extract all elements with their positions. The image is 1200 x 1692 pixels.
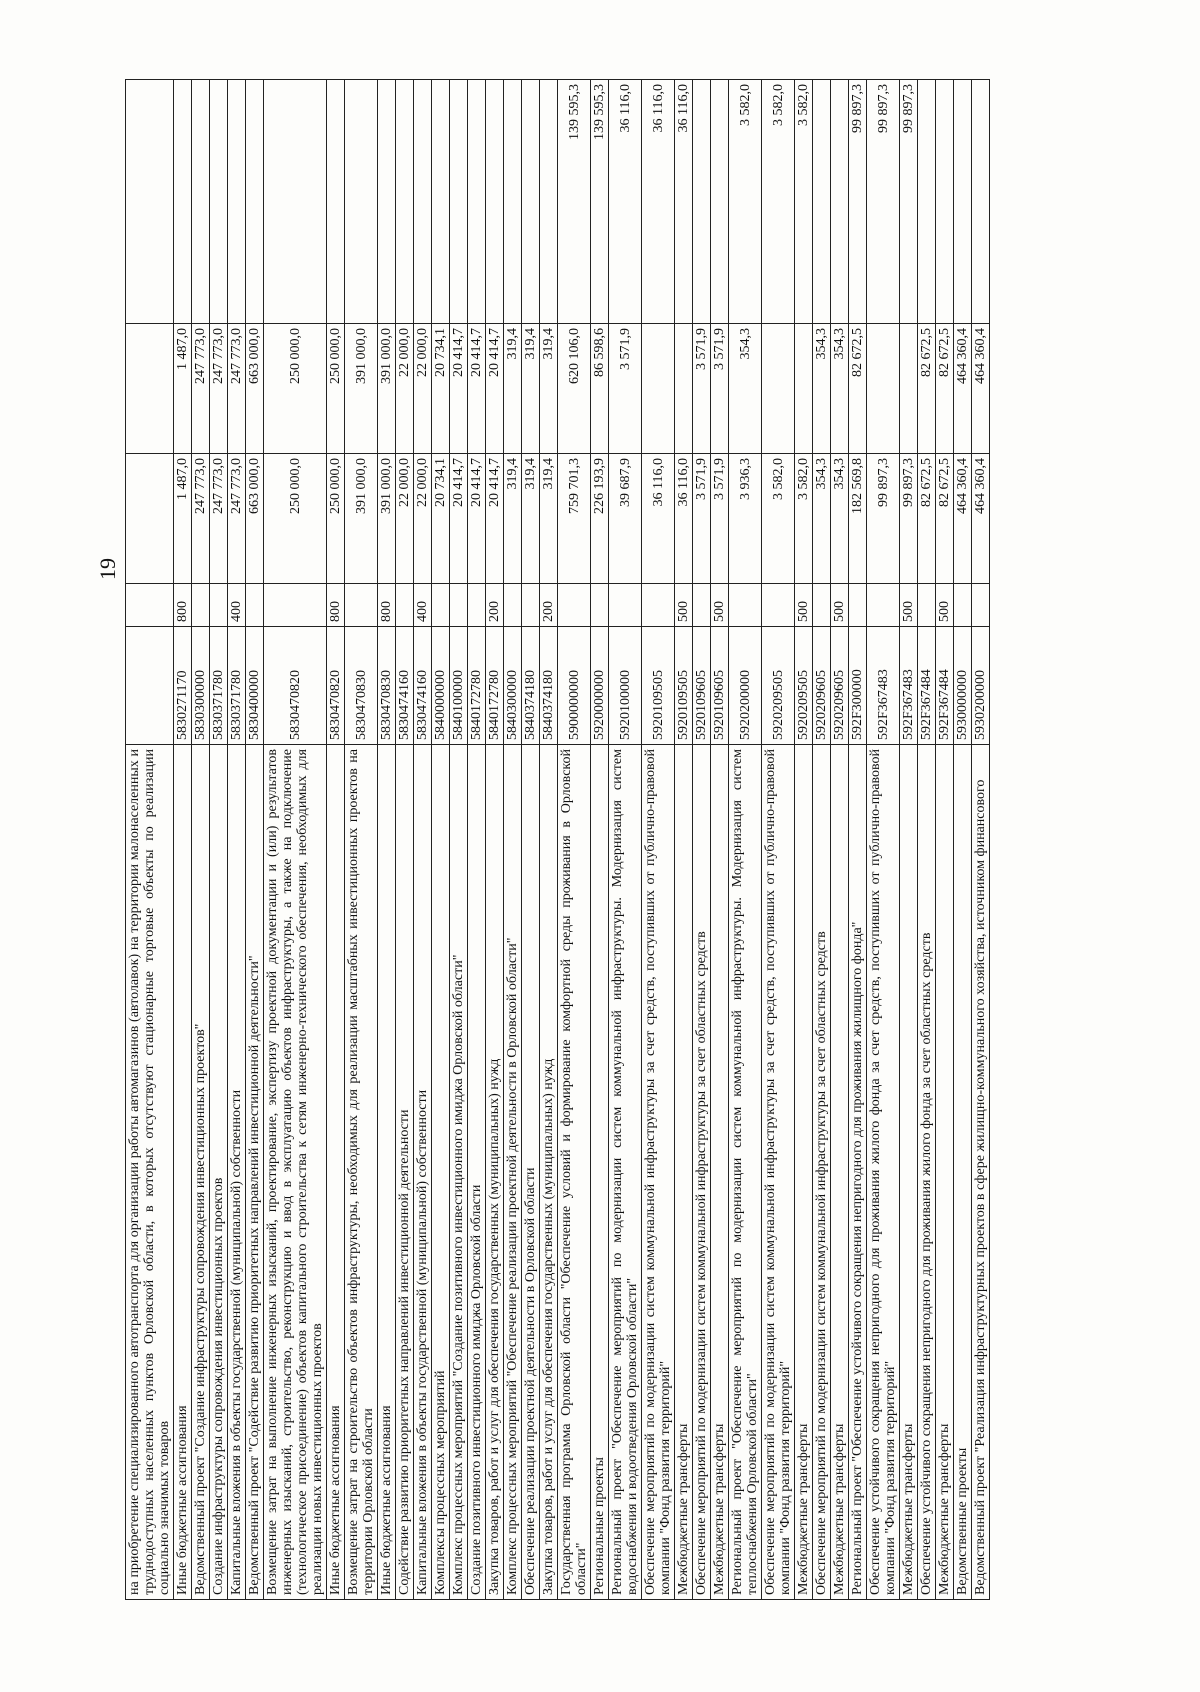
- table-row: [486, 80, 504, 1600]
- row-regional-amount-cell: 3 571,9: [609, 324, 642, 454]
- row-federal-amount-cell: [192, 80, 210, 324]
- row-total-amount-cell: 36 116,0: [642, 454, 675, 584]
- row-regional-amount-cell: 354,3: [729, 324, 762, 454]
- row-name-cell: Межбюджетные трансферты: [900, 745, 918, 1600]
- row-regional-amount-cell: 20 414,7: [486, 324, 504, 454]
- row-expense-type-cell: [591, 584, 609, 627]
- row-federal-amount-cell: [693, 80, 711, 324]
- row-expense-type-cell: 500: [831, 584, 849, 627]
- row-total-amount-cell: 354,3: [813, 454, 831, 584]
- row-expense-type-cell: 500: [900, 584, 918, 627]
- page-number: 19: [95, 558, 120, 580]
- row-expense-type-cell: [210, 584, 228, 627]
- row-total-amount-cell: 22 000,0: [396, 454, 414, 584]
- row-expense-type-cell: 800: [378, 584, 396, 627]
- row-regional-amount-cell: [795, 324, 813, 454]
- row-federal-amount-cell: 36 116,0: [609, 80, 642, 324]
- rotated-table-frame: [95, 80, 1135, 1600]
- row-code-cell: 5920209505: [762, 627, 795, 745]
- row-regional-amount-cell: [867, 324, 900, 454]
- table-row: [522, 80, 540, 1600]
- row-regional-amount-cell: 247 773,0: [192, 324, 210, 454]
- row-total-amount-cell: 391 000,0: [345, 454, 378, 584]
- row-regional-amount-cell: 22 000,0: [414, 324, 432, 454]
- row-federal-amount-cell: [813, 80, 831, 324]
- row-federal-amount-cell: [972, 80, 990, 324]
- table-row: [831, 80, 849, 1600]
- row-name-cell: Межбюджетные трансферты: [831, 745, 849, 1600]
- row-federal-amount-cell: 3 582,0: [762, 80, 795, 324]
- row-federal-amount-cell: [210, 80, 228, 324]
- row-regional-amount-cell: 1 487,0: [174, 324, 192, 454]
- row-regional-amount-cell: [126, 324, 174, 454]
- row-code-cell: 5920100000: [609, 627, 642, 745]
- row-name-cell: Обеспечение мероприятий по модернизации систем коммунальной инфраструктуры за счет средств, поступивших от публично-правовой компании "Фонд развития территорий": [762, 745, 795, 1600]
- table-row: [954, 80, 972, 1600]
- row-name-cell: Комплекс процессных мероприятий "Обеспечение реализации проектной деятельности в Орловской области": [504, 745, 522, 1600]
- row-name-cell: Содействие развитию приоритетных направлений инвестиционной деятельности: [396, 745, 414, 1600]
- row-expense-type-cell: [918, 584, 936, 627]
- table-row: [693, 80, 711, 1600]
- row-federal-amount-cell: [504, 80, 522, 324]
- row-regional-amount-cell: 464 360,4: [954, 324, 972, 454]
- row-regional-amount-cell: 247 773,0: [210, 324, 228, 454]
- row-code-cell: 5920109605: [693, 627, 711, 745]
- table-row: [396, 80, 414, 1600]
- row-federal-amount-cell: [432, 80, 450, 324]
- row-total-amount-cell: 226 193,9: [591, 454, 609, 584]
- row-federal-amount-cell: [540, 80, 558, 324]
- table-row: [174, 80, 192, 1600]
- table-row: [729, 80, 762, 1600]
- row-total-amount-cell: 663 000,0: [246, 454, 264, 584]
- row-total-amount-cell: 250 000,0: [264, 454, 327, 584]
- table-row: [432, 80, 450, 1600]
- row-expense-type-cell: 200: [540, 584, 558, 627]
- row-expense-type-cell: [954, 584, 972, 627]
- table-row: [711, 80, 729, 1600]
- row-regional-amount-cell: [642, 324, 675, 454]
- row-regional-amount-cell: 86 598,6: [591, 324, 609, 454]
- row-expense-type-cell: [762, 584, 795, 627]
- row-code-cell: 5920209505: [795, 627, 813, 745]
- row-regional-amount-cell: 319,4: [540, 324, 558, 454]
- row-expense-type-cell: 500: [936, 584, 954, 627]
- row-code-cell: 5830470820: [327, 627, 345, 745]
- row-regional-amount-cell: 247 773,0: [228, 324, 246, 454]
- table-row: [126, 80, 174, 1600]
- row-code-cell: 592F300000: [849, 627, 867, 745]
- row-total-amount-cell: [126, 454, 174, 584]
- row-expense-type-cell: 400: [228, 584, 246, 627]
- row-federal-amount-cell: [954, 80, 972, 324]
- row-federal-amount-cell: [486, 80, 504, 324]
- row-name-cell: Возмещение затрат на строительство объектов инфраструктуры, необходимых для реализации масштабных инвестиционных проектов на территории Орловской области: [345, 745, 378, 1600]
- row-code-cell: 5840172780: [486, 627, 504, 745]
- row-total-amount-cell: 319,4: [522, 454, 540, 584]
- row-code-cell: 592F367484: [936, 627, 954, 745]
- row-expense-type-cell: [642, 584, 675, 627]
- row-federal-amount-cell: [522, 80, 540, 324]
- row-total-amount-cell: 99 897,3: [900, 454, 918, 584]
- row-expense-type-cell: [468, 584, 486, 627]
- row-regional-amount-cell: 82 672,5: [849, 324, 867, 454]
- row-code-cell: 5930200000: [972, 627, 990, 745]
- row-regional-amount-cell: 391 000,0: [378, 324, 396, 454]
- row-expense-type-cell: [345, 584, 378, 627]
- row-federal-amount-cell: 139 595,3: [558, 80, 591, 324]
- row-code-cell: 5830474160: [414, 627, 432, 745]
- row-expense-type-cell: 500: [675, 584, 693, 627]
- row-name-cell: Ведомственный проект "Создание инфраструктуры сопровождения инвестиционных проектов": [192, 745, 210, 1600]
- row-code-cell: 5830300000: [192, 627, 210, 745]
- row-federal-amount-cell: [831, 80, 849, 324]
- table-row: [504, 80, 522, 1600]
- row-federal-amount-cell: [918, 80, 936, 324]
- row-name-cell: Ведомственный проект "Реализация инфраструктурных проектов в сфере жилищно-коммунального хозяйства, источником финансового: [972, 745, 990, 1600]
- row-federal-amount-cell: 36 116,0: [675, 80, 693, 324]
- row-code-cell: 5830470820: [264, 627, 327, 745]
- row-total-amount-cell: 3 571,9: [711, 454, 729, 584]
- table-row: [918, 80, 936, 1600]
- row-code-cell: 5920109605: [711, 627, 729, 745]
- row-total-amount-cell: 354,3: [831, 454, 849, 584]
- row-code-cell: 5830371780: [210, 627, 228, 745]
- row-name-cell: Обеспечение устойчивого сокращения непригодного для проживания жилого фонда за счет средств, поступивших от публично-правовой компании "Фонд развития территорий": [867, 745, 900, 1600]
- row-total-amount-cell: 319,4: [540, 454, 558, 584]
- row-code-cell: 592F367484: [918, 627, 936, 745]
- row-regional-amount-cell: 464 360,4: [972, 324, 990, 454]
- row-expense-type-cell: [609, 584, 642, 627]
- row-name-cell: Ведомственные проекты: [954, 745, 972, 1600]
- row-code-cell: 5920209605: [813, 627, 831, 745]
- budget-table: [125, 79, 990, 1600]
- row-expense-type-cell: [192, 584, 210, 627]
- row-code-cell: 5830400000: [246, 627, 264, 745]
- row-total-amount-cell: 1 487,0: [174, 454, 192, 584]
- row-regional-amount-cell: 319,4: [504, 324, 522, 454]
- row-total-amount-cell: 247 773,0: [210, 454, 228, 584]
- row-code-cell: 5840100000: [450, 627, 468, 745]
- row-name-cell: Региональные проекты: [591, 745, 609, 1600]
- row-expense-type-cell: [867, 584, 900, 627]
- row-code-cell: [126, 627, 174, 745]
- row-code-cell: 5840374180: [522, 627, 540, 745]
- row-federal-amount-cell: [228, 80, 246, 324]
- row-code-cell: 5930000000: [954, 627, 972, 745]
- row-code-cell: 592F367483: [900, 627, 918, 745]
- row-federal-amount-cell: [468, 80, 486, 324]
- row-total-amount-cell: 464 360,4: [954, 454, 972, 584]
- table-row: [264, 80, 327, 1600]
- row-total-amount-cell: 39 687,9: [609, 454, 642, 584]
- row-code-cell: 5840000000: [432, 627, 450, 745]
- table-row: [675, 80, 693, 1600]
- row-name-cell: Иные бюджетные ассигнования: [327, 745, 345, 1600]
- row-federal-amount-cell: 139 595,3: [591, 80, 609, 324]
- row-total-amount-cell: 3 582,0: [795, 454, 813, 584]
- table-body: [126, 80, 990, 1600]
- row-regional-amount-cell: 354,3: [813, 324, 831, 454]
- row-expense-type-cell: 500: [711, 584, 729, 627]
- row-code-cell: 5840172780: [468, 627, 486, 745]
- row-code-cell: 5920109505: [675, 627, 693, 745]
- row-name-cell: Обеспечение устойчивого сокращения непригодного для проживания жилого фонда за счет областных средств: [918, 745, 936, 1600]
- row-expense-type-cell: [264, 584, 327, 627]
- row-code-cell: 5840300000: [504, 627, 522, 745]
- table-row: [900, 80, 918, 1600]
- row-regional-amount-cell: 250 000,0: [264, 324, 327, 454]
- table-row: [642, 80, 675, 1600]
- table-row: [849, 80, 867, 1600]
- table-row: [228, 80, 246, 1600]
- row-federal-amount-cell: [126, 80, 174, 324]
- row-expense-type-cell: [246, 584, 264, 627]
- table-row: [936, 80, 954, 1600]
- row-total-amount-cell: 182 569,8: [849, 454, 867, 584]
- row-federal-amount-cell: [396, 80, 414, 324]
- row-code-cell: 5920209605: [831, 627, 849, 745]
- table-row: [246, 80, 264, 1600]
- row-regional-amount-cell: 3 571,9: [711, 324, 729, 454]
- row-regional-amount-cell: 319,4: [522, 324, 540, 454]
- row-total-amount-cell: 22 000,0: [414, 454, 432, 584]
- row-total-amount-cell: 247 773,0: [192, 454, 210, 584]
- row-name-cell: Иные бюджетные ассигнования: [378, 745, 396, 1600]
- row-name-cell: Обеспечение реализации проектной деятельности в Орловской области: [522, 745, 540, 1600]
- row-name-cell: Создание позитивного инвестиционного имиджа Орловской области: [468, 745, 486, 1600]
- row-name-cell: Государственная программа Орловской области "Обеспечение условий и формирование комфортной среды проживания в Орловской области": [558, 745, 591, 1600]
- table-row: [813, 80, 831, 1600]
- row-total-amount-cell: 20 414,7: [468, 454, 486, 584]
- row-federal-amount-cell: 99 897,3: [849, 80, 867, 324]
- row-name-cell: Ведомственный проект "Содействие развитию приоритетных направлений инвестиционной деятельности": [246, 745, 264, 1600]
- row-expense-type-cell: [972, 584, 990, 627]
- row-total-amount-cell: 464 360,4: [972, 454, 990, 584]
- row-regional-amount-cell: 82 672,5: [918, 324, 936, 454]
- row-code-cell: 5830271170: [174, 627, 192, 745]
- table-row: [795, 80, 813, 1600]
- row-federal-amount-cell: [345, 80, 378, 324]
- row-regional-amount-cell: 22 000,0: [396, 324, 414, 454]
- row-federal-amount-cell: [414, 80, 432, 324]
- row-code-cell: 5920200000: [729, 627, 762, 745]
- row-expense-type-cell: [693, 584, 711, 627]
- row-federal-amount-cell: 99 897,3: [867, 80, 900, 324]
- row-regional-amount-cell: 354,3: [831, 324, 849, 454]
- table-row: [558, 80, 591, 1600]
- row-expense-type-cell: 500: [795, 584, 813, 627]
- row-expense-type-cell: [729, 584, 762, 627]
- row-name-cell: Закупка товаров, работ и услуг для обеспечения государственных (муниципальных) нужд: [486, 745, 504, 1600]
- row-regional-amount-cell: 620 106,0: [558, 324, 591, 454]
- row-regional-amount-cell: 663 000,0: [246, 324, 264, 454]
- row-name-cell: Капитальные вложения в объекты государственной (муниципальной) собственности: [414, 745, 432, 1600]
- table-row: [468, 80, 486, 1600]
- row-name-cell: Закупка товаров, работ и услуг для обеспечения государственных (муниципальных) нужд: [540, 745, 558, 1600]
- row-federal-amount-cell: [174, 80, 192, 324]
- row-expense-type-cell: [432, 584, 450, 627]
- row-federal-amount-cell: [450, 80, 468, 324]
- row-regional-amount-cell: 20 414,7: [450, 324, 468, 454]
- table-row: [540, 80, 558, 1600]
- row-federal-amount-cell: [711, 80, 729, 324]
- row-total-amount-cell: 3 582,0: [762, 454, 795, 584]
- row-total-amount-cell: 82 672,5: [936, 454, 954, 584]
- row-federal-amount-cell: [936, 80, 954, 324]
- table-row: [192, 80, 210, 1600]
- row-total-amount-cell: 319,4: [504, 454, 522, 584]
- table-row: [609, 80, 642, 1600]
- table-row: [972, 80, 990, 1600]
- row-total-amount-cell: 247 773,0: [228, 454, 246, 584]
- row-expense-type-cell: [849, 584, 867, 627]
- row-regional-amount-cell: 82 672,5: [936, 324, 954, 454]
- row-name-cell: Иные бюджетные ассигнования: [174, 745, 192, 1600]
- row-name-cell: Межбюджетные трансферты: [936, 745, 954, 1600]
- row-expense-type-cell: 800: [327, 584, 345, 627]
- row-name-cell: Обеспечение мероприятий по модернизации систем коммунальной инфраструктуры за счет средств, поступивших от публично-правовой компании "Фонд развития территорий": [642, 745, 675, 1600]
- row-expense-type-cell: [396, 584, 414, 627]
- row-total-amount-cell: 20 734,1: [432, 454, 450, 584]
- row-total-amount-cell: 391 000,0: [378, 454, 396, 584]
- row-total-amount-cell: 250 000,0: [327, 454, 345, 584]
- row-expense-type-cell: [813, 584, 831, 627]
- row-federal-amount-cell: [264, 80, 327, 324]
- row-expense-type-cell: [522, 584, 540, 627]
- table-row: [762, 80, 795, 1600]
- table-row: [345, 80, 378, 1600]
- table-row: [591, 80, 609, 1600]
- table-row: [450, 80, 468, 1600]
- row-name-cell: Межбюджетные трансферты: [795, 745, 813, 1600]
- row-total-amount-cell: 20 414,7: [486, 454, 504, 584]
- row-total-amount-cell: 3 936,3: [729, 454, 762, 584]
- row-code-cell: 5830470830: [378, 627, 396, 745]
- table-row: [414, 80, 432, 1600]
- row-name-cell: Комплексы процессных мероприятий: [432, 745, 450, 1600]
- row-total-amount-cell: 759 701,3: [558, 454, 591, 584]
- table-row: [327, 80, 345, 1600]
- row-regional-amount-cell: [900, 324, 918, 454]
- row-federal-amount-cell: 99 897,3: [900, 80, 918, 324]
- row-regional-amount-cell: [675, 324, 693, 454]
- row-expense-type-cell: 200: [486, 584, 504, 627]
- row-expense-type-cell: [126, 584, 174, 627]
- row-name-cell: Комплекс процессных мероприятий "Создание позитивного инвестиционного имиджа Орловской области": [450, 745, 468, 1600]
- row-federal-amount-cell: [378, 80, 396, 324]
- row-name-cell: Капитальные вложения в объекты государственной (муниципальной) собственности: [228, 745, 246, 1600]
- row-code-cell: 5920000000: [591, 627, 609, 745]
- row-federal-amount-cell: 36 116,0: [642, 80, 675, 324]
- row-regional-amount-cell: 20 414,7: [468, 324, 486, 454]
- row-regional-amount-cell: [762, 324, 795, 454]
- row-regional-amount-cell: 20 734,1: [432, 324, 450, 454]
- row-expense-type-cell: [450, 584, 468, 627]
- row-code-cell: 5830371780: [228, 627, 246, 745]
- row-name-cell: на приобретение специализированного автотранспорта для организации работы автомагазинов (автолавок) на территории малонаселенных и труднодоступных населенных пунктов Орловской области, в которых отсутствуют стационарные торговые объекты по реализации социально значимых товаров: [126, 745, 174, 1600]
- row-federal-amount-cell: 3 582,0: [795, 80, 813, 324]
- row-name-cell: Межбюджетные трансферты: [711, 745, 729, 1600]
- row-code-cell: 5830470830: [345, 627, 378, 745]
- row-regional-amount-cell: 3 571,9: [693, 324, 711, 454]
- table-row: [378, 80, 396, 1600]
- row-federal-amount-cell: 3 582,0: [729, 80, 762, 324]
- row-expense-type-cell: [558, 584, 591, 627]
- row-regional-amount-cell: 250 000,0: [327, 324, 345, 454]
- row-code-cell: 5840374180: [540, 627, 558, 745]
- row-name-cell: Региональный проект "Обеспечение мероприятий по модернизации систем коммунальной инфраструктуры. Модернизация систем водоснабжения и водоотведения Орловской области": [609, 745, 642, 1600]
- row-code-cell: 5920109505: [642, 627, 675, 745]
- row-name-cell: Региональный проект "Обеспечение мероприятий по модернизации систем коммунальной инфраструктуры. Модернизация систем теплоснабжения Орловской области": [729, 745, 762, 1600]
- row-expense-type-cell: 800: [174, 584, 192, 627]
- row-name-cell: Создание инфраструктуры сопровождения инвестиционных проектов: [210, 745, 228, 1600]
- table-row: [210, 80, 228, 1600]
- row-name-cell: Межбюджетные трансферты: [675, 745, 693, 1600]
- row-expense-type-cell: [504, 584, 522, 627]
- row-regional-amount-cell: 391 000,0: [345, 324, 378, 454]
- row-total-amount-cell: 82 672,5: [918, 454, 936, 584]
- row-name-cell: Обеспечение мероприятий по модернизации систем коммунальной инфраструктуры за счет областных средств: [693, 745, 711, 1600]
- row-federal-amount-cell: [327, 80, 345, 324]
- table-row: [867, 80, 900, 1600]
- row-code-cell: 5900000000: [558, 627, 591, 745]
- row-code-cell: 592F367483: [867, 627, 900, 745]
- row-expense-type-cell: 400: [414, 584, 432, 627]
- row-name-cell: Обеспечение мероприятий по модернизации систем коммунальной инфраструктуры за счет областных средств: [813, 745, 831, 1600]
- row-total-amount-cell: 3 571,9: [693, 454, 711, 584]
- row-total-amount-cell: 36 116,0: [675, 454, 693, 584]
- row-code-cell: 5830474160: [396, 627, 414, 745]
- row-name-cell: Возмещение затрат на выполнение инженерных изысканий, проектирование, экспертизу проектной документации и (или) результатов инженерных изысканий, строительство, реконструкцию и ввод в эксплуатацию объектов инфраструктуры, а также на подключение (технологическое присоединение) объектов капитального строительства к сетям инженерно-технического обеспечения, необходимых для реализации новых инвестиционных проектов: [264, 745, 327, 1600]
- row-federal-amount-cell: [246, 80, 264, 324]
- row-total-amount-cell: 20 414,7: [450, 454, 468, 584]
- row-name-cell: Региональный проект "Обеспечение устойчивого сокращения непригодного для проживания жилищного фонда": [849, 745, 867, 1600]
- row-total-amount-cell: 99 897,3: [867, 454, 900, 584]
